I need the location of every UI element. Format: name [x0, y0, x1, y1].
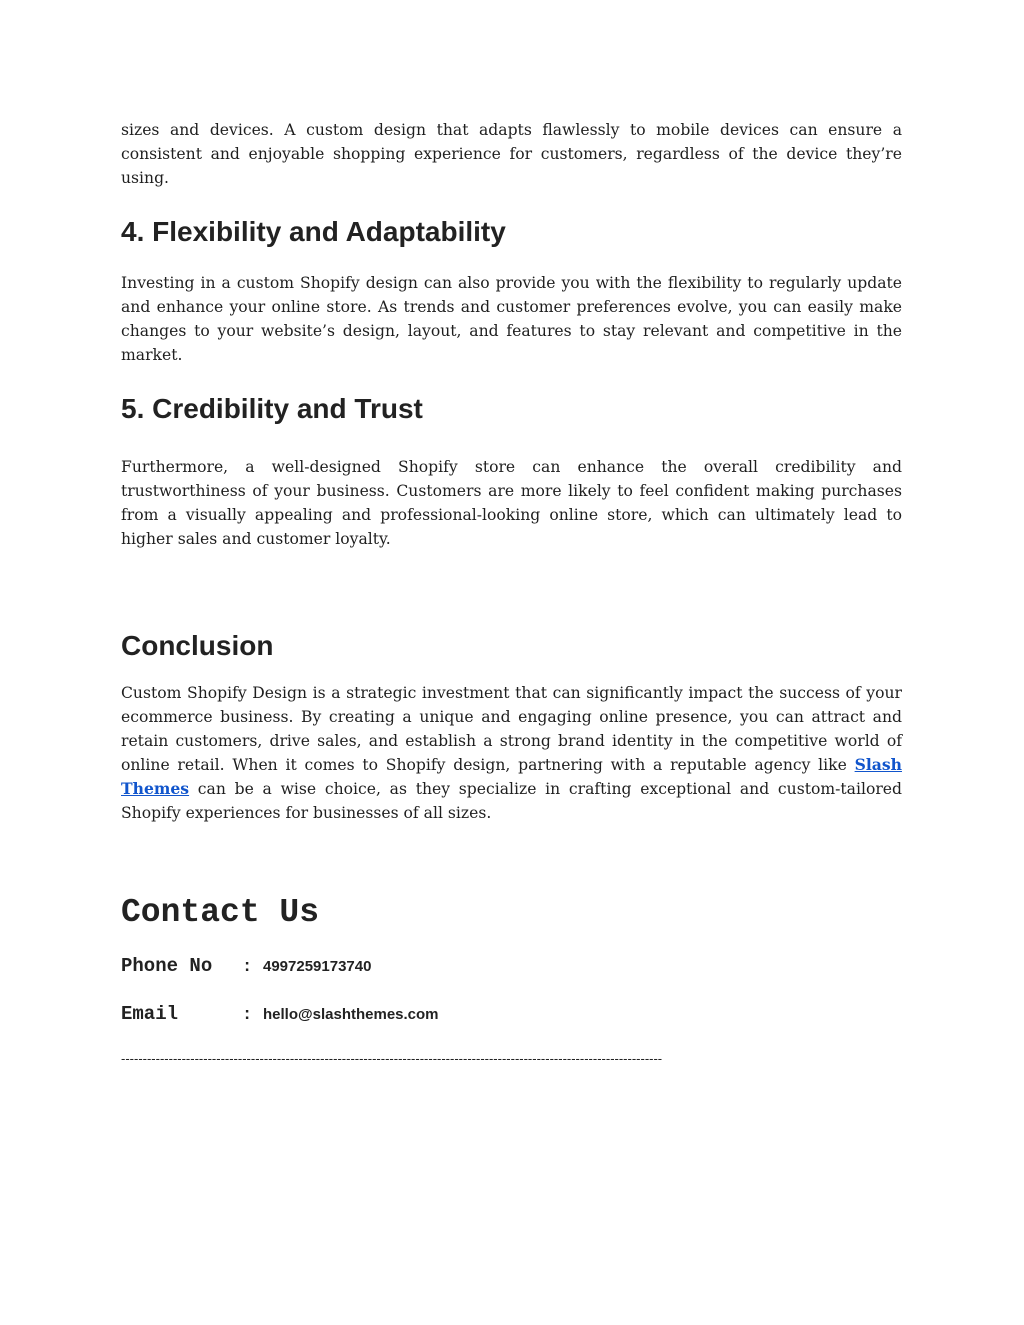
- email-value: hello@slashthemes.com: [263, 1006, 439, 1023]
- conclusion-heading: Conclusion: [121, 630, 274, 661]
- phone-separator: :: [242, 958, 253, 977]
- conclusion-text-before-link: Custom Shopify Design is a strategic investment that can significantly impact the success of your ecommerce business. By creating a unique and engaging online presence, you can attract and retain customers, drive sales, and establish a strong brand identity in the competitive world of online retail. When it comes to Shopify design, partnering with a reputable agency like: [121, 684, 902, 774]
- dashed-divider: -----------------------------------------------------------------------------------------------------------------------------: [121, 1051, 663, 1066]
- conclusion-text-after-link: can be a wise choice, as they specialize in crafting exceptional and custom-tailored Shopify experiences for businesses of all sizes.: [121, 780, 902, 822]
- phone-row: [121, 955, 902, 1003]
- email-separator: :: [242, 1006, 253, 1025]
- email-label: Email: [121, 1003, 179, 1025]
- section-heading-flexibility: 4. Flexibility and Adaptability: [121, 216, 506, 247]
- intro-paragraph: sizes and devices. A custom design that adapts flawlessly to mobile devices can ensure a consistent and enjoyable shopping experience for customers, regardless of the device they’re using.: [121, 121, 902, 187]
- slash-themes-link[interactable]: Slash Themes: [121, 755, 902, 798]
- document-page: [121, 118, 902, 1066]
- section-body-flexibility: Investing in a custom Shopify design can also provide you with the flexibility to regularly update and enhance your online store. As trends and customer preferences evolve, you can easily make changes to your website’s design, layout, and features to stay relevant and competitive in the market.: [121, 274, 902, 364]
- contact-heading: Contact Us: [121, 894, 320, 931]
- phone-value: 4997259173740: [263, 958, 372, 975]
- section-heading-credibility: 5. Credibility and Trust: [121, 393, 423, 424]
- section-body-credibility: Furthermore, a well-designed Shopify store can enhance the overall credibility and trustworthiness of your business. Customers are more likely to feel confident making purchases from a visually appealing and professional-looking online store, which can ultimately lead to higher sales and customer loyalty.: [121, 458, 902, 548]
- email-row: [121, 1003, 902, 1051]
- conclusion-body: [121, 681, 902, 825]
- phone-label: Phone No: [121, 955, 213, 977]
